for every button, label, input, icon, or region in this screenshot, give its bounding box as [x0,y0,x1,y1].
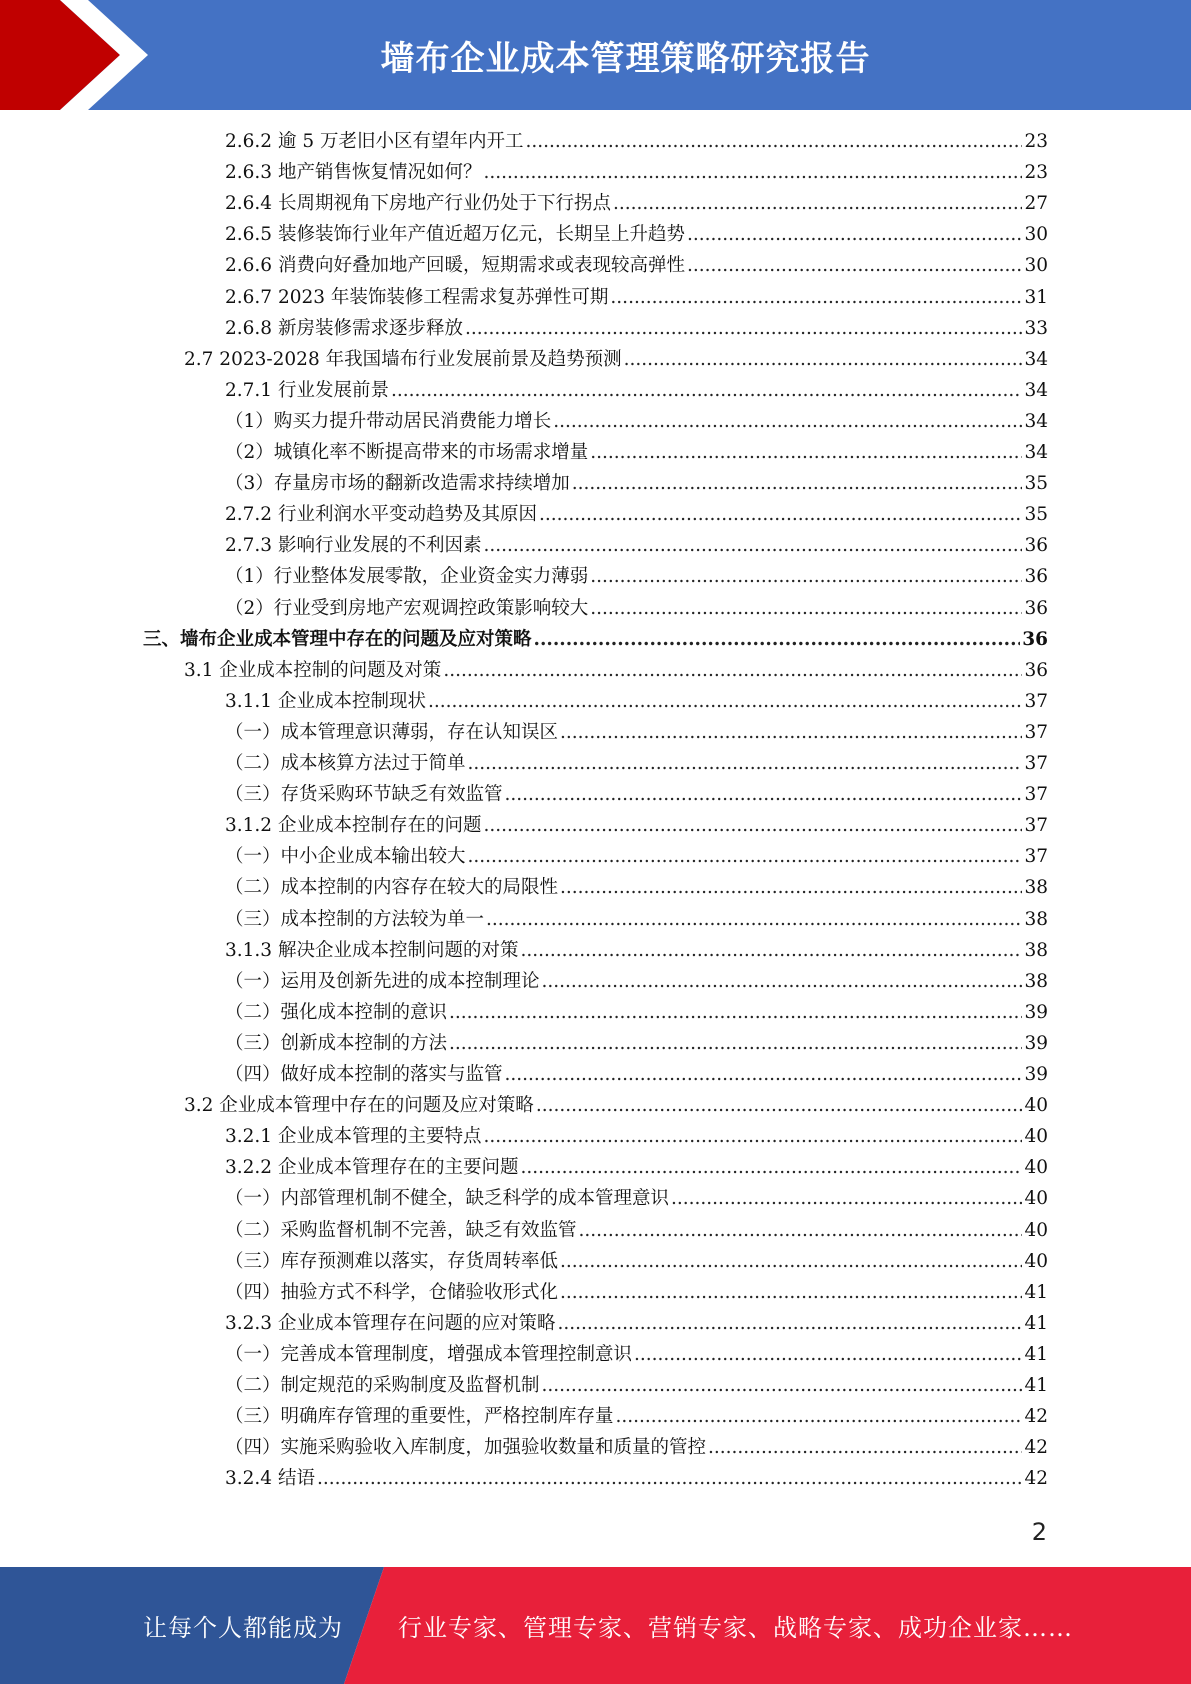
toc-entry[interactable] [225,1246,1048,1277]
toc-entry[interactable] [225,1152,1048,1183]
toc-entry-page: 41 [1024,1281,1048,1303]
toc-entry-page: 37 [1024,690,1048,712]
toc-entry-title: 2.6.4 长周期视角下房地产行业仍处于下行拐点 [225,193,611,215]
toc-leader-dots [505,1059,1023,1090]
toc-entry[interactable] [225,406,1048,437]
toc-leader-dots [483,157,1022,188]
toc-leader-dots [520,1152,1022,1183]
toc-entry-page: 42 [1024,1406,1048,1428]
toc-entry[interactable] [225,313,1048,344]
toc-leader-dots [449,997,1022,1028]
toc-leader-dots [557,1308,1022,1339]
toc-entry[interactable] [225,1183,1048,1214]
toc-leader-dots [708,1432,1022,1463]
toc-leader-dots [560,872,1022,903]
toc-entry-title: 3.2.3 企业成本管理存在问题的应对策略 [225,1312,556,1334]
toc-entry-title: （三）明确库存管理的重要性，严格控制库存量 [225,1406,614,1428]
toc-entry[interactable] [225,126,1048,157]
toc-entry[interactable] [225,841,1048,872]
toc-entry-page: 34 [1024,410,1048,432]
toc-entry[interactable] [225,1463,1048,1494]
toc-entry[interactable] [225,561,1048,592]
toc-entry-title: （二）制定规范的采购制度及监督机制 [225,1375,540,1396]
toc-leader-dots [610,282,1022,313]
toc-leader-dots [317,1463,1023,1494]
toc-leader-dots [542,1370,1023,1401]
toc-leader-dots [560,717,1022,748]
toc-leader-dots [483,1121,1022,1152]
toc-leader-dots [505,779,1023,810]
toc-entry-title: （一）运用及创新先进的成本控制理论 [225,970,540,992]
toc-leader-dots [391,375,1022,406]
toc-leader-dots [553,406,1022,437]
toc-leader-dots [520,935,1022,966]
toc-leader-dots [542,966,1023,997]
toc-leader-dots [624,344,1023,375]
page-number: 2 [1031,1518,1047,1546]
toc-entry-page: 38 [1024,877,1048,899]
toc-entry-title: （3）存量房市场的翻新改造需求持续增加 [225,473,570,495]
toc-entry[interactable] [225,499,1048,530]
toc-entry[interactable] [225,966,1048,997]
toc-leader-dots [572,468,1023,499]
toc-leader-dots [526,126,1023,157]
toc-entry-page: 36 [1024,659,1048,681]
toc-entry-title: （一）内部管理机制不健全，缺乏科学的成本管理意识 [225,1188,670,1210]
toc-leader-dots [590,593,1022,624]
toc-entry-title: （四）实施采购验收入库制度，加强验收数量和质量的管控 [225,1437,707,1459]
report-title: 墙布企业成本管理策略研究报告 [380,38,871,79]
toc-leader-dots [468,841,1023,872]
toc-entry-title: 2.7 2023-2028 年我国墙布行业发展前景及趋势预测 [184,348,622,370]
toc-entry-title: （四）抽验方式不科学，仓储验收形式化 [225,1281,559,1303]
toc-entry[interactable] [225,1215,1048,1246]
toc-entry[interactable] [225,810,1048,841]
toc-entry-page: 31 [1024,286,1048,308]
toc-entry-page: 37 [1024,846,1048,868]
toc-entry-title: （2）城镇化率不断提高带来的市场需求增量 [225,442,589,463]
toc-entry[interactable] [225,1277,1048,1308]
toc-entry[interactable] [225,530,1048,561]
toc-entry-page: 40 [1024,1250,1048,1272]
toc-entry-page: 34 [1024,442,1048,463]
toc-entry-page: 36 [1024,535,1048,557]
toc-leader-dots [539,499,1022,530]
toc-leader-dots [560,1277,1022,1308]
toc-entry-page: 35 [1024,504,1048,526]
toc-entry-page: 39 [1024,1001,1048,1023]
toc-entry[interactable] [225,717,1048,748]
toc-entry-page: 37 [1024,753,1048,774]
toc-entry[interactable] [225,1401,1048,1432]
toc-leader-dots [468,748,1023,779]
toc-entry-title: 3.2.2 企业成本管理存在的主要问题 [225,1157,519,1179]
toc-entry[interactable] [225,468,1048,499]
toc-entry-title: 3.1.3 解决企业成本控制问题的对策 [225,939,519,961]
toc-entry-page: 41 [1024,1312,1048,1334]
toc-entry-title: 3.2 企业成本管理中存在的问题及应对策略 [184,1095,534,1117]
toc-entry[interactable] [143,624,1048,655]
toc-entry-page: 39 [1024,1064,1048,1085]
toc-entry[interactable] [225,593,1048,624]
toc-entry-page: 34 [1024,379,1048,401]
toc-leader-dots [465,313,1022,344]
toc-entry-title: 三、墙布企业成本管理中存在的问题及应对策略 [143,628,532,650]
toc-leader-dots [483,810,1022,841]
toc-entry[interactable] [225,1432,1048,1463]
toc-leader-dots [449,1028,1022,1059]
toc-leader-dots [590,561,1022,592]
toc-entry-title: 2.7.3 影响行业发展的不利因素 [225,535,482,557]
toc-entry-page: 39 [1024,1032,1048,1054]
toc-entry-title: （2）行业受到房地产宏观调控政策影响较大 [225,597,589,619]
toc-entry-title: 3.1.2 企业成本控制存在的问题 [225,815,482,837]
toc-entry[interactable] [184,1090,1048,1121]
toc-entry-page: 40 [1024,1188,1048,1210]
toc-leader-dots [590,437,1022,468]
toc-entry-page: 23 [1024,162,1048,184]
toc-entry-title: （二）成本控制的内容存在较大的局限性 [225,877,559,899]
toc-entry[interactable] [225,1339,1048,1370]
toc-entry-title: 2.7.1 行业发展前景 [225,379,389,401]
toc-entry-title: 2.6.2 逾 5 万老旧小区有望年内开工 [225,131,524,152]
toc-entry[interactable] [225,157,1048,188]
toc-entry[interactable] [225,686,1048,717]
toc-leader-dots [613,188,1022,219]
toc-entry-title: 2.6.6 消费向好叠加地产回暖，短期需求或表现较高弹性 [225,255,685,277]
toc-entry-page: 34 [1024,348,1048,370]
toc-entry-page: 40 [1024,1219,1048,1241]
toc-entry[interactable] [225,250,1048,281]
toc-entry[interactable] [225,375,1048,406]
toc-entry-title: （一）完善成本管理制度，增强成本管理控制意识 [225,1343,633,1365]
toc-entry-page: 33 [1024,317,1048,339]
toc-entry-title: 3.2.4 结语 [225,1468,315,1490]
toc-entry-title: （二）成本核算方法过于简单 [225,753,466,774]
toc-entry-title: （三）库存预测难以落实，存货周转率低 [225,1250,559,1272]
toc-entry-title: （四）做好成本控制的落实与监管 [225,1064,503,1085]
toc-entry-title: （三）成本控制的方法较为单一 [225,908,485,930]
toc-entry-title: （三）创新成本控制的方法 [225,1032,448,1054]
toc-entry[interactable] [225,188,1048,219]
toc-entry-title: 2.6.5 装修装饰行业年产值近超万亿元，长期呈上升趋势 [225,224,685,246]
toc-entry-page: 23 [1024,131,1048,152]
toc-entry-page: 36 [1022,628,1048,650]
toc-entry-title: （二）采购监督机制不完善，缺乏有效监管 [225,1219,577,1241]
toc-entry-page: 38 [1024,970,1048,992]
toc-entry[interactable] [225,1121,1048,1152]
toc-leader-dots [579,1215,1023,1246]
toc-entry-page: 37 [1024,721,1048,743]
toc-entry[interactable] [225,1059,1048,1090]
toc-entry[interactable] [225,779,1048,810]
toc-leader-dots [560,1246,1022,1277]
toc-entry[interactable] [225,872,1048,903]
toc-entry[interactable] [225,437,1048,468]
toc-entry[interactable] [225,1370,1048,1401]
toc-entry[interactable] [225,997,1048,1028]
toc-entry[interactable] [225,935,1048,966]
toc-leader-dots [486,904,1022,935]
toc-leader-dots [428,686,1022,717]
toc-entry[interactable] [225,1308,1048,1339]
toc-entry-title: 3.2.1 企业成本管理的主要特点 [225,1126,482,1148]
toc-entry-page: 41 [1024,1375,1048,1396]
footer-slogan-right: 行业专家、管理专家、营销专家、战略专家、成功企业家…… [398,1614,1073,1642]
toc-leader-dots [483,530,1022,561]
toc-leader-dots [634,1339,1022,1370]
toc-entry-page: 42 [1024,1437,1048,1459]
toc-entry-title: 2.6.7 2023 年装饰装修工程需求复苏弹性可期 [225,286,609,308]
toc-entry-page: 37 [1024,815,1048,837]
toc-entry-page: 42 [1024,1468,1048,1490]
toc-entry-page: 41 [1024,1343,1048,1365]
toc-entry-title: （1）购买力提升带动居民消费能力增长 [225,410,552,432]
toc-entry-page: 36 [1024,597,1048,619]
toc-leader-dots [534,624,1021,655]
toc-leader-dots [671,1183,1022,1214]
toc-entry-title: （一）中小企业成本输出较大 [225,846,466,868]
toc-entry-page: 30 [1024,224,1048,246]
toc-entry-page: 38 [1024,908,1048,930]
toc-entry-title: 2.6.8 新房装修需求逐步释放 [225,317,463,339]
toc-entry-page: 35 [1024,473,1048,495]
toc-leader-dots [687,219,1022,250]
page-header [0,0,1191,110]
toc-entry[interactable] [225,1028,1048,1059]
toc-entry-page: 37 [1024,784,1048,806]
toc-entry-title: 3.1.1 企业成本控制现状 [225,690,426,712]
toc-leader-dots [687,250,1022,281]
footer-slogan-left: 让每个人都能成为 [143,1614,343,1642]
toc-entry-title: （一）成本管理意识薄弱，存在认知误区 [225,721,559,743]
toc-entry-page: 40 [1024,1095,1048,1117]
toc-entry-page: 30 [1024,255,1048,277]
toc-entry-page: 27 [1024,193,1048,215]
toc-entry[interactable] [225,282,1048,313]
toc-leader-dots [536,1090,1023,1121]
toc-entry[interactable] [225,219,1048,250]
toc-entry-page: 40 [1024,1157,1048,1179]
toc-entry-title: 2.7.2 行业利润水平变动趋势及其原因 [225,504,537,526]
toc-entry[interactable] [184,344,1048,375]
toc-leader-dots [616,1401,1023,1432]
toc-entry-title: （二）强化成本控制的意识 [225,1001,448,1023]
toc-entry[interactable] [225,748,1048,779]
page-footer [0,1567,1191,1684]
toc-entry-page: 36 [1024,566,1048,588]
toc-entry-title: （三）存货采购环节缺乏有效监管 [225,784,503,806]
toc-entry-title: 2.6.3 地产销售恢复情况如何？ [225,162,482,184]
toc-entry-page: 40 [1024,1126,1048,1148]
toc-leader-dots [443,655,1022,686]
toc-entry-title: 3.1 企业成本控制的问题及对策 [184,659,442,681]
toc-entry[interactable] [184,655,1048,686]
toc-entry[interactable] [225,904,1048,935]
toc-entry-title: （1）行业整体发展零散，企业资金实力薄弱 [225,566,589,588]
toc-entry-page: 38 [1024,939,1048,961]
